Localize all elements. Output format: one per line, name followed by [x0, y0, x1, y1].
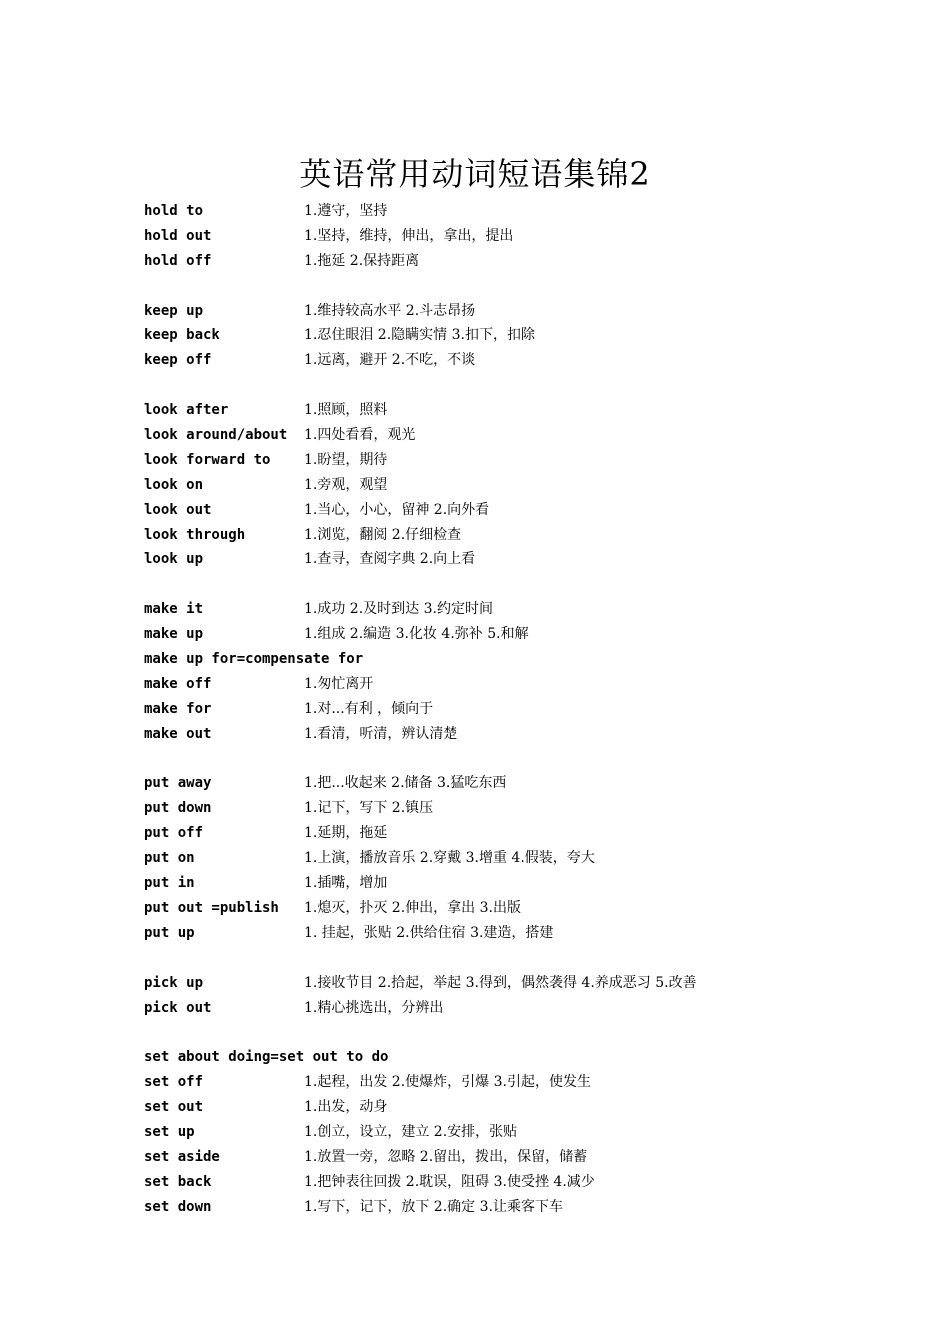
phrase-meaning: 1.远离，避开 2.不吃，不谈: [304, 352, 476, 369]
phrase-text: look on: [144, 476, 204, 493]
phrase-text: set up: [144, 1123, 195, 1140]
phrase-meaning: 1.维持较高水平 2.斗志昂扬: [304, 302, 476, 319]
phrase-row: [144, 846, 864, 871]
phrase-text: make out: [144, 725, 212, 742]
phrase-meaning: 1.遵守，坚持: [304, 203, 388, 219]
phrase-text: make up: [144, 626, 204, 643]
phrase-row: [144, 348, 864, 373]
phrase-text: keep back: [144, 327, 220, 344]
phrase-meaning: 1.组成 2.编造 3.化妆 4.弥补 5.和解: [304, 626, 529, 643]
phrase-meaning: 1.上演，播放音乐 2.穿戴 3.增重 4.假装，夸大: [304, 850, 595, 867]
phrase-meaning: 1.查寻，查阅字典 2.向上看: [304, 551, 476, 568]
phrase-row: [144, 1195, 864, 1220]
phrase-meaning: 1.坚持，维持，伸出，拿出，提出: [304, 227, 514, 244]
phrase-text: make up for=compensate for: [144, 651, 364, 668]
phrase-text: set aside: [144, 1148, 220, 1165]
phrase-meaning: 1.熄灭，扑灭 2.伸出，拿出 3.出版: [304, 899, 521, 916]
phrase-meaning: 1.浏览，翻阅 2.仔细检查: [304, 526, 462, 543]
phrase-text: put out =publish: [144, 899, 279, 916]
phrase-text: look up: [144, 551, 204, 568]
phrase-row: [144, 423, 864, 448]
phrase-text: pick up: [144, 974, 204, 991]
phrase-row: [144, 249, 864, 274]
phrase-meaning: 1.延期，拖延: [304, 825, 388, 842]
phrase-row: [144, 398, 864, 423]
phrase-row: [144, 1070, 864, 1095]
phrase-text: make it: [144, 601, 204, 618]
phrase-text: make off: [144, 675, 212, 692]
phrase-meaning: 1. 挂起，张贴 2.供给住宿 3.建造，搭建: [304, 924, 554, 941]
phrase-row: [144, 647, 864, 672]
phrase-list: [144, 199, 864, 1244]
phrase-meaning: 1.看清，听清，辨认清楚: [304, 725, 458, 742]
phrase-group: [144, 597, 864, 746]
phrase-row: [144, 722, 864, 747]
phrase-text: put in: [144, 875, 195, 892]
phrase-text: put down: [144, 800, 212, 817]
phrase-text: put away: [144, 775, 212, 792]
phrase-meaning: 1.精心挑选出，分辨出: [304, 999, 444, 1016]
phrase-row: [144, 224, 864, 249]
phrase-text: set out: [144, 1099, 204, 1116]
phrase-row: [144, 996, 864, 1021]
phrase-meaning: 1.照顾，照料: [304, 402, 388, 419]
phrase-row: [144, 473, 864, 498]
phrase-text: put on: [144, 850, 195, 867]
phrase-row: [144, 796, 864, 821]
phrase-row: [144, 1145, 864, 1170]
phrase-row: [144, 498, 864, 523]
phrase-meaning: 1.写下，记下，放下 2.确定 3.让乘客下车: [304, 1198, 563, 1215]
phrase-text: hold out: [144, 227, 212, 244]
phrase-meaning: 1.记下，写下 2.镇压: [304, 800, 434, 817]
phrase-meaning: 1.旁观，观望: [304, 476, 388, 493]
phrase-row: [144, 672, 864, 697]
phrase-meaning: 1.把钟表往回拨 2.耽误，阻碍 3.使受挫 4.减少: [304, 1173, 595, 1190]
phrase-group: [144, 398, 864, 572]
phrase-meaning: 1.盼望，期待: [304, 451, 388, 468]
phrase-meaning: 1.忍住眼泪 2.隐瞒实情 3.扣下，扣除: [304, 327, 535, 344]
phrase-meaning: 1.当心，小心，留神 2.向外看: [304, 501, 490, 518]
phrase-row: [144, 622, 864, 647]
phrase-text: hold to: [144, 203, 204, 219]
phrase-text: put off: [144, 825, 204, 842]
phrase-text: look out: [144, 501, 212, 518]
phrase-row: [144, 547, 864, 572]
phrase-text: set about doing=set out to do: [144, 1049, 389, 1066]
phrase-group: [144, 1045, 864, 1219]
phrase-text: keep off: [144, 352, 212, 369]
page-title: 英语常用动词短语集锦2: [299, 155, 651, 193]
phrase-row: [144, 199, 864, 224]
phrase-meaning: 1.拖延 2.保持距离: [304, 252, 420, 269]
phrase-row: [144, 921, 864, 946]
phrase-meaning: 1.接收节目 2.拾起，举起 3.得到，偶然袭得 4.养成恶习 5.改善: [304, 974, 697, 991]
phrase-text: set down: [144, 1198, 212, 1215]
phrase-text: make for: [144, 700, 212, 717]
phrase-text: pick out: [144, 999, 212, 1016]
phrase-row: [144, 821, 864, 846]
phrase-row: [144, 597, 864, 622]
phrase-row: [144, 896, 864, 921]
phrase-row: [144, 1045, 864, 1070]
phrase-text: look after: [144, 402, 229, 419]
phrase-text: set back: [144, 1173, 212, 1190]
phrase-row: [144, 697, 864, 722]
phrase-meaning: 1.起程，出发 2.使爆炸，引爆 3.引起，使发生: [304, 1074, 591, 1091]
phrase-meaning: 1.匆忙离开: [304, 675, 374, 692]
phrase-meaning: 1.放置一旁，忽略 2.留出，拨出，保留，储蓄: [304, 1148, 588, 1165]
phrase-text: set off: [144, 1074, 204, 1091]
phrase-row: [144, 1170, 864, 1195]
phrase-group: [144, 299, 864, 374]
phrase-row: [144, 971, 864, 996]
phrase-text: put up: [144, 924, 195, 941]
phrase-meaning: 1.创立，设立，建立 2.安排，张贴: [304, 1123, 518, 1140]
phrase-text: look around/about: [144, 427, 288, 444]
phrase-row: [144, 1120, 864, 1145]
phrase-group: [144, 771, 864, 945]
phrase-row: [144, 323, 864, 348]
phrase-row: [144, 448, 864, 473]
phrase-text: hold off: [144, 252, 212, 269]
phrase-group: [144, 199, 864, 274]
phrase-meaning: 1.四处看看，观光: [304, 427, 416, 444]
phrase-text: look through: [144, 526, 246, 543]
phrase-meaning: 1.把...收起来 2.储备 3.猛吃东西: [304, 775, 507, 792]
phrase-meaning: 1.插嘴，增加: [304, 875, 388, 892]
phrase-text: keep up: [144, 302, 204, 319]
phrase-row: [144, 523, 864, 548]
phrase-meaning: 1.对...有利 ，倾向于: [304, 700, 434, 717]
phrase-row: [144, 299, 864, 324]
phrase-row: [144, 771, 864, 796]
phrase-meaning: 1.成功 2.及时到达 3.约定时间: [304, 601, 493, 618]
phrase-meaning: 1.出发，动身: [304, 1099, 388, 1116]
phrase-group: [144, 971, 864, 1021]
phrase-row: [144, 1095, 864, 1120]
phrase-row: [144, 871, 864, 896]
phrase-text: look forward to: [144, 451, 271, 468]
